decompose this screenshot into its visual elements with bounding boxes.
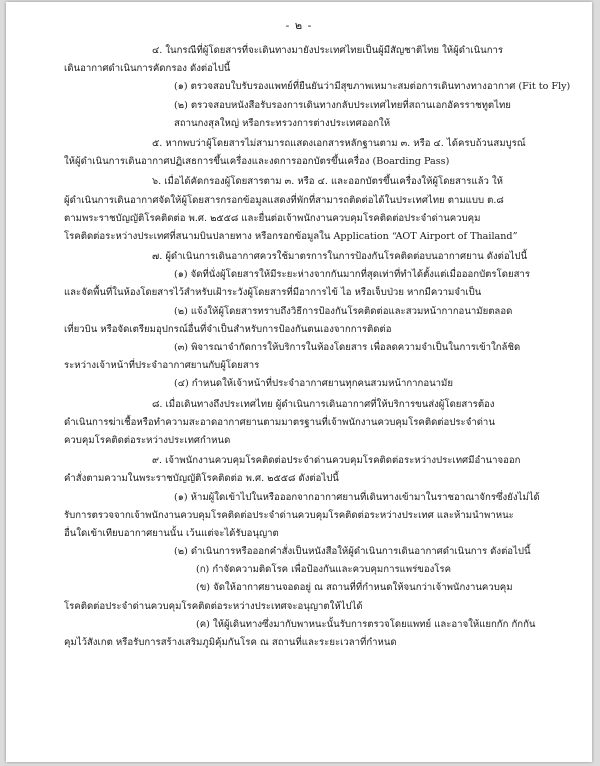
document-page (6, 2, 592, 762)
paragraph-9-line: คำสั่งตามความในพระราชบัญญัติโรคติดต่อ พ.ศ. ๒๕๕๘ ดังต่อไปนี้ (64, 473, 339, 485)
paragraph-6-line: โรคติดต่อระหว่างประเทศที่สนามบินปลายทาง หรือกรอกข้อมูลใน Application “AOT Airport of Thailand” (64, 230, 518, 242)
item-7-4: (๔) กำหนดให้เจ้าหน้าที่ประจำอากาศยานทุกคนสวมหน้ากากอนามัย (174, 378, 454, 390)
item-9-2-b-cont: โรคติดต่อประจำด่านควบคุมโรคติดต่อระหว่างประเทศจะอนุญาตให้ไปได้ (64, 600, 363, 612)
item-9-1-cont: อื่นใดเข้าเทียบอากาศยานนั้น เว้นแต่จะได้รับอนุญาต (64, 527, 279, 539)
paragraph-9-line: ๙. เจ้าพนักงานควบคุมโรคติดต่อประจำด่านควบคุมโรคติดต่อระหว่างประเทศมีอำนาจออก (152, 455, 521, 467)
item-9-2: (๒) ดำเนินการหรือออกคำสั่งเป็นหนังสือให้ผู้ดำเนินการเดินอากาศดำเนินการ ดังต่อไปนี้ (174, 546, 531, 558)
paragraph-5-line: ให้ผู้ดำเนินการเดินอากาศปฏิเสธการขึ้นเครื่องและงดการออกบัตรขึ้นเครื่อง (Boarding Pass) (64, 156, 450, 168)
item-7-3-cont: ระหว่างเจ้าหน้าที่ประจำอากาศยานกับผู้โดยสาร (64, 360, 260, 372)
paragraph-7-line: ๗. ผู้ดำเนินการเดินอากาศควรใช้มาตรการในการป้องกันโรคติดต่อบนอากาศยาน ดังต่อไปนี้ (152, 251, 528, 263)
item-7-1: (๑) จัดที่นั่งผู้โดยสารให้มีระยะห่างจากกันมากที่สุดเท่าที่ทำได้ตั้งแต่เมื่อออกบัตรโดยสาร (174, 269, 530, 281)
item-4-2: (๒) ตรวจสอบหนังสือรับรองการเดินทางกลับประเทศไทยที่สถานเอกอัครราชทูตไทย (174, 99, 511, 111)
item-9-2-c: (ค) ให้ผู้เดินทางซึ่งมากับพาหนะนั้นรับการตรวจโดยแพทย์ และอาจให้แยกกัก กักกัน (196, 618, 536, 630)
item-4-2-cont: สถานกงสุลใหญ่ หรือกระทรวงการต่างประเทศออกให้ (174, 117, 391, 129)
item-7-2-cont: เที่ยวบิน หรือจัดเตรียมอุปกรณ์อื่นที่จำเป็นสำหรับการป้องกันตนเองจากการติดต่อ (64, 323, 392, 335)
item-9-1: (๑) ห้ามผู้ใดเข้าไปในหรือออกจากอากาศยานที่เดินทางเข้ามาในราชอาณาจักรซึ่งยังไม่ได้ (174, 491, 540, 503)
paragraph-4-line: เดินอากาศดำเนินการคัดกรอง ดังต่อไปนี้ (64, 63, 231, 75)
paragraph-8-line: ดำเนินการฆ่าเชื้อหรือทำความสะอาดอากาศยานตามมาตรฐานที่เจ้าพนักงานควบคุมโรคติดต่อประจำด่าน (64, 416, 495, 428)
item-7-1-cont: และจัดพื้นที่ในห้องโดยสารไว้สำหรับเฝ้าระวังผู้โดยสารที่มีอาการไข้ ไอ หรือเจ็บป่วย หากมีความจำเป็น (64, 287, 482, 299)
paragraph-4-line: ๔. ในกรณีที่ผู้โดยสารที่จะเดินทางมายังประเทศไทยเป็นผู้มีสัญชาติไทย ให้ผู้ดำเนินการ (152, 45, 504, 56)
item-9-2-c-cont: คุมไว้สังเกต หรือรับการสร้างเสริมภูมิคุ้มกันโรค ณ สถานที่และระยะเวลาที่กำหนด (64, 637, 397, 648)
item-9-1-cont: รับการตรวจจากเจ้าพนักงานควบคุมโรคติดต่อประจำด่านควบคุมโรคติดต่อระหว่างประเทศ และห้ามนำพาหนะ (64, 509, 514, 521)
paragraph-6-line: ผู้ดำเนินการเดินอากาศจัดให้ผู้โดยสารกรอกข้อมูลแสดงที่พักที่สามารถติดต่อได้ในประเทศไทย ตามแบบ ต.๘ (64, 194, 504, 206)
paragraph-6-line: ตามพระราชบัญญัติโรคติดต่อ พ.ศ. ๒๕๕๘ และยื่นต่อเจ้าพนักงานควบคุมโรคติดต่อประจำด่านควบคุม (64, 212, 481, 224)
paragraph-8-line: ควบคุมโรคติดต่อระหว่างประเทศกำหนด (64, 434, 231, 446)
paragraph-5-line: ๕. หากพบว่าผู้โดยสารไม่สามารถแสดงเอกสารหลักฐานตาม ๓. หรือ ๔. ได้ครบถ้วนสมบูรณ์ (152, 137, 526, 149)
page-number: - ๒ - (285, 19, 313, 32)
item-9-2-b: (ข) จัดให้อากาศยานจอดอยู่ ณ สถานที่ที่กำหนดให้จนกว่าเจ้าพนักงานควบคุม (196, 582, 513, 594)
item-7-3: (๓) พิจารณาจำกัดการให้บริการในห้องโดยสาร เพื่อลดความจำเป็นในการเข้าใกล้ชิด (174, 342, 521, 353)
item-4-1: (๑) ตรวจสอบใบรับรองแพทย์ที่ยืนยันว่ามีสุขภาพเหมาะสมต่อการเดินทางทางอากาศ (Fit to Fly) (174, 81, 570, 93)
paragraph-8-line: ๘. เมื่อเดินทางถึงประเทศไทย ผู้ดำเนินการเดินอากาศที่ให้บริการขนส่งผู้โดยสารต้อง (152, 398, 495, 410)
item-7-2: (๒) แจ้งให้ผู้โดยสารทราบถึงวิธีการป้องกันโรคติดต่อและสวมหน้ากากอนามัยตลอด (174, 305, 513, 317)
document-body (64, 42, 570, 652)
item-9-2-a: (ก) กำจัดความติดโรค เพื่อป้องกันและควบคุมการแพร่ของโรค (196, 564, 451, 576)
paragraph-6-line: ๖. เมื่อได้คัดกรองผู้โดยสารตาม ๓. หรือ ๔. และออกบัตรขึ้นเครื่องให้ผู้โดยสารแล้ว ให้ (152, 176, 503, 188)
